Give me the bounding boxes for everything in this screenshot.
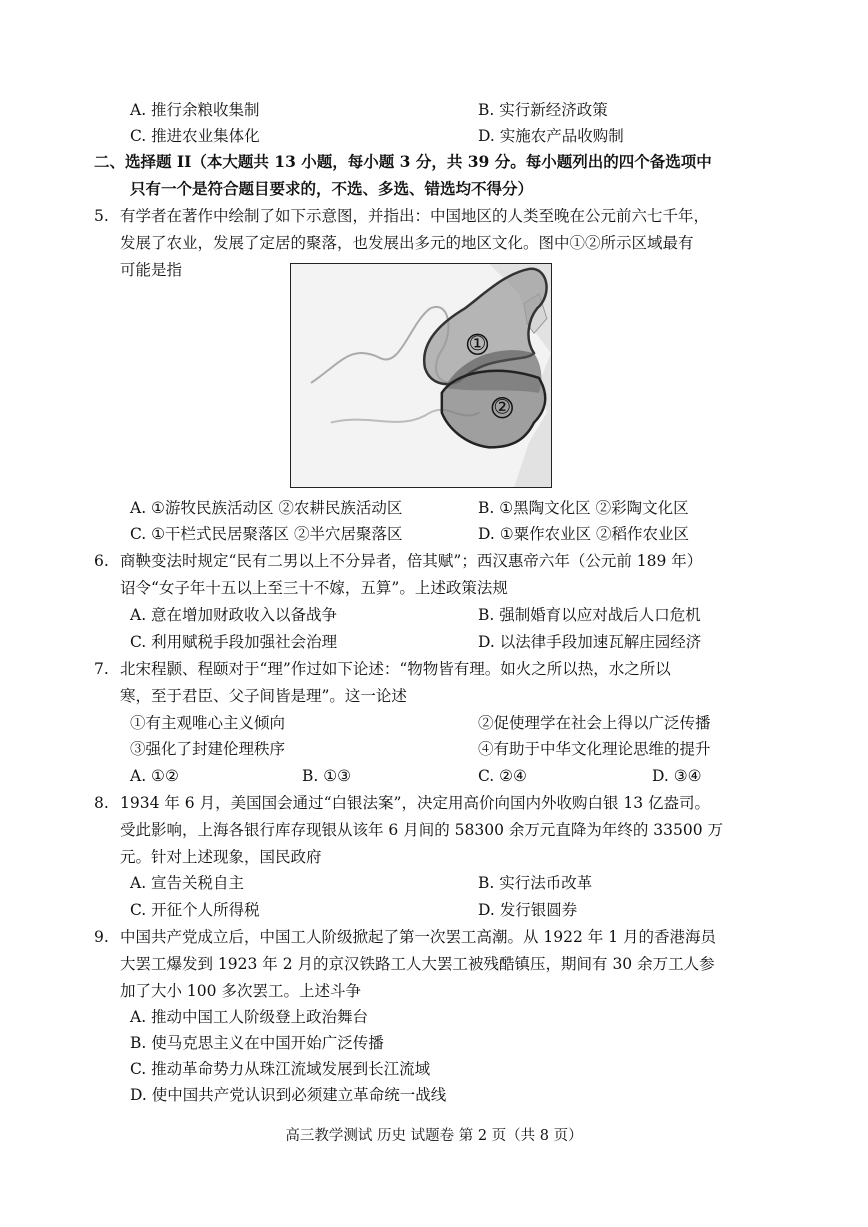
q7-stem-line1: 北宋程颢、程颐对于“理”作过如下论述：“物物皆有理。如火之所以热，水之所以 xyxy=(120,660,671,678)
q5-option-a: A. ①游牧民族活动区 ②农耕民族活动区 xyxy=(130,499,403,517)
q9-stem-line1: 中国共产党成立后，中国工人阶级掀起了第一次罢工高潮。从 1922 年 1 月的香港海员 xyxy=(120,928,717,946)
q8-number: 8. xyxy=(94,794,109,812)
map-label-2: ② xyxy=(493,395,512,419)
q5-stem-line1: 有学者在著作中绘制了如下示意图，并指出：中国地区的人类至晚在公元前六七千年， xyxy=(120,207,710,225)
q5-option-b: B. ①黑陶文化区 ②彩陶文化区 xyxy=(478,499,689,517)
q7-option-c: C. ②④ xyxy=(478,767,527,785)
q6-option-d: D. 以法律手段加速瓦解庄园经济 xyxy=(478,633,702,651)
q8-stem-line2: 受此影响，上海各银行库存现银从该年 6 月间的 58300 余万元直降为年终的 33500 万 xyxy=(120,821,724,839)
q8-option-c: C. 开征个人所得税 xyxy=(130,901,260,919)
q4-option-c: C. 推进农业集体化 xyxy=(130,127,260,145)
q4-option-d: D. 实施农产品收购制 xyxy=(478,127,624,145)
q9-option-c: C. 推动革命势力从珠江流域发展到长江流域 xyxy=(130,1060,431,1078)
q4-option-b: B. 实行新经济政策 xyxy=(478,101,608,119)
q7-statement-4: ④有助于中华文化理论思维的提升 xyxy=(478,740,711,758)
q4-option-a: A. 推行余粮收集制 xyxy=(130,101,260,119)
q9-stem-line2: 大罢工爆发到 1923 年 2 月的京汉铁路工人大罢工被残酷镇压，期间有 30 余万工人参 xyxy=(120,955,715,973)
q9-stem-line3: 加了大小 100 多次罢工。上述斗争 xyxy=(120,982,361,1000)
page-footer: 高三教学测试 历史 试题卷 第 2 页（共 8 页） xyxy=(285,1128,583,1144)
q5-stem-line2: 发展了农业，发展了定居的聚落，也发展出多元的地区文化。图中①②所示区域最有 xyxy=(120,234,694,252)
section2-heading: 二、选择题 II（本大题共 13 小题，每小题 3 分，共 39 分。每小题列出的四个备选项中 xyxy=(94,152,712,171)
q7-option-a: A. ①② xyxy=(130,767,179,785)
q7-number: 7. xyxy=(94,660,109,678)
q9-option-d: D. 使中国共产党认识到必须建立革命统一战线 xyxy=(130,1086,447,1104)
q7-stem-line2: 寒，至于君臣、父子间皆是理”。这一论述 xyxy=(120,687,407,705)
q7-statement-2: ②促使理学在社会上得以广泛传播 xyxy=(478,714,711,732)
q7-option-d: D. ③④ xyxy=(652,767,702,785)
q9-option-a: A. 推动中国工人阶级登上政治舞台 xyxy=(130,1008,369,1026)
map-label-1: ① xyxy=(468,332,487,356)
q6-number: 6. xyxy=(94,552,109,570)
q6-option-a: A. 意在增加财政收入以备战争 xyxy=(130,606,338,624)
q6-stem-line2: 诏令“女子年十五以上至三十不嫁，五算”。上述政策法规 xyxy=(120,579,508,597)
q5-number: 5. xyxy=(94,207,109,225)
q8-option-a: A. 宣告关税自主 xyxy=(130,874,245,892)
q6-stem-line1: 商鞅变法时规定“民有二男以上不分异者，倍其赋”；西汉惠帝六年（公元前 189 年） xyxy=(120,552,703,570)
q7-option-b: B. ①③ xyxy=(302,767,352,785)
q5-option-c: C. ①干栏式民居聚落区 ②半穴居聚落区 xyxy=(130,525,403,543)
section2-heading-cont: 只有一个是符合题目要求的，不选、多选、错选均不得分） xyxy=(130,179,534,198)
q8-option-b: B. 实行法币改革 xyxy=(478,874,593,892)
map-graphic xyxy=(291,264,551,487)
q5-stem-line3: 可能是指 xyxy=(120,261,183,279)
q9-number: 9. xyxy=(94,928,109,946)
q5-option-d: D. ①粟作农业区 ②稻作农业区 xyxy=(478,525,690,543)
q8-option-d: D. 发行银圆券 xyxy=(478,901,578,919)
q6-option-c: C. 利用赋税手段加强社会治理 xyxy=(130,633,338,651)
q6-option-b: B. 强制婚育以应对战后人口危机 xyxy=(478,606,701,624)
q8-stem-line1: 1934 年 6 月，美国国会通过“白银法案”，决定用高价向国内外收购白银 13 亿盎司。 xyxy=(120,794,711,812)
q7-statement-3: ③强化了封建伦理秩序 xyxy=(130,740,286,758)
q5-map xyxy=(290,263,552,488)
q7-statement-1: ①有主观唯心主义倾向 xyxy=(130,714,286,732)
q9-option-b: B. 使马克思主义在中国开始广泛传播 xyxy=(130,1034,384,1052)
q8-stem-line3: 元。针对上述现象，国民政府 xyxy=(120,848,322,866)
